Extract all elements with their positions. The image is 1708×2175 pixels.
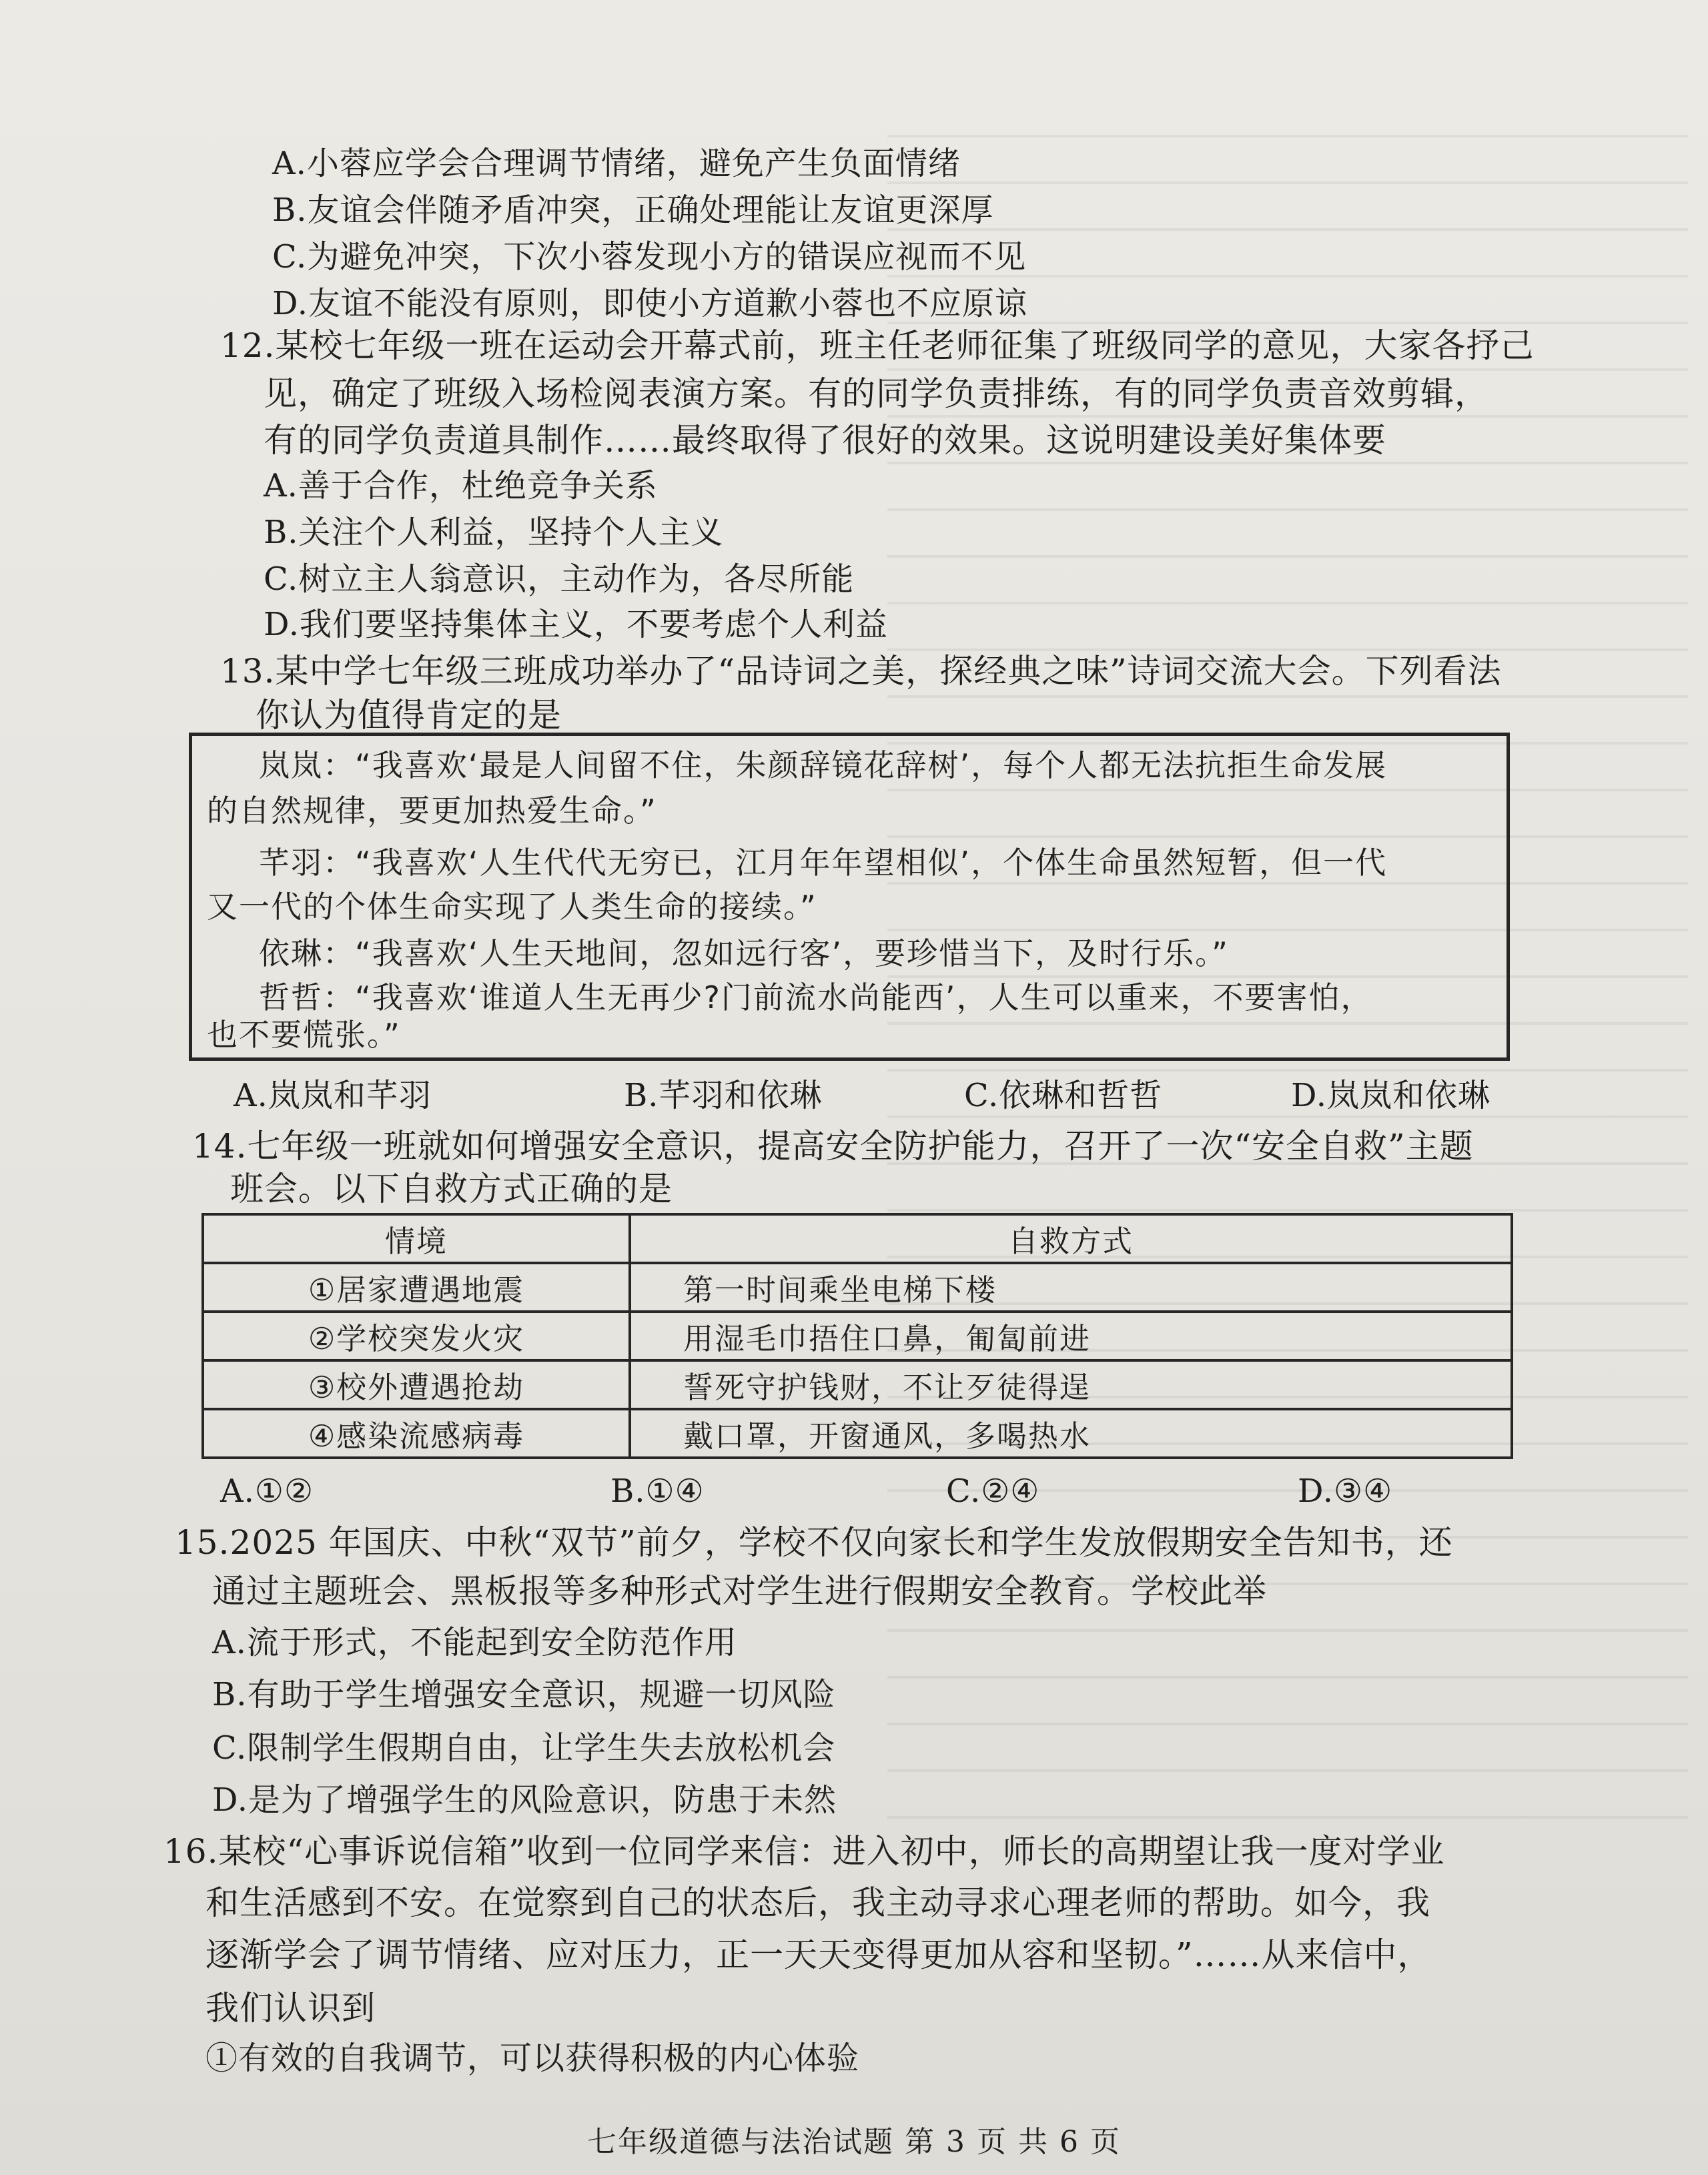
q14-stem-line-1: 14.七年级一班就如何增强安全意识，提高安全防护能力，召开了一次“安全自救”主题 (192, 1127, 1474, 1166)
q12-option-d: D.我们要坚持集体主义，不要考虑个人利益 (264, 606, 889, 643)
q12-stem-line-2: 见，确定了班级入场检阅表演方案。有的同学负责排练，有的同学负责音效剪辑， (264, 374, 1488, 413)
q13-stem-line-2: 你认为值得肯定的是 (256, 696, 562, 735)
table-cell-scenario: ②学校突发火灾 (203, 1312, 630, 1360)
q15-stem-line-2: 通过主题班会、黑板报等多种形式对学生进行假期安全教育。学校此举 (212, 1572, 1267, 1611)
q14-option-a: A.①② (220, 1472, 314, 1510)
q15-option-c: C.限制学生假期自由，让学生失去放松机会 (212, 1729, 836, 1767)
q12-option-a: A.善于合作，杜绝竞争关系 (264, 467, 658, 504)
table-cell-method: 第一时间乘坐电梯下楼 (630, 1263, 1512, 1312)
q12-option-c: C.树立主人翁意识，主动作为，各尽所能 (264, 560, 855, 598)
q13-quote-zhezhe-line-1: 哲哲：“我喜欢‘谁道人生无再少?门前流水尚能西’，人生可以重来，不要害怕， (259, 979, 1373, 1015)
q13-option-d: D.岚岚和依琳 (1291, 1077, 1491, 1114)
q16-stem-line-3: 逐渐学会了调节情绪、应对压力，正一天天变得更加从容和坚韧。”……从来信中， (205, 1935, 1432, 1974)
table-cell-scenario: ①居家遭遇地震 (203, 1263, 630, 1312)
q13-option-a: A.岚岚和芊羽 (234, 1077, 432, 1114)
q12-stem-line-3: 有的同学负责道具制作……最终取得了很好的效果。这说明建设美好集体要 (264, 421, 1386, 460)
q12-option-b: B.关注个人利益，坚持个人主义 (264, 514, 724, 551)
page-footer: 七年级道德与法治试题 第 3 页 共 6 页 (587, 2125, 1121, 2159)
q14-stem-line-2: 班会。以下自救方式正确的是 (230, 1170, 673, 1208)
q13-quote-qianyu-line-1: 芊羽：“我喜欢‘人生代代无穷已，江月年年望相似’，个体生命虽然短暂，但一代 (259, 845, 1388, 881)
q13-option-c: C.依琳和哲哲 (964, 1077, 1163, 1114)
q14-option-c: C.②④ (946, 1472, 1040, 1510)
table-header-method: 自救方式 (630, 1214, 1512, 1263)
q13-quote-qianyu-line-2: 又一代的个体生命实现了人类生命的接续。” (207, 889, 817, 925)
q13-quote-zhezhe-line-2: 也不要慌张。” (207, 1017, 401, 1053)
q15-option-b: B.有助于学生增强安全意识，规避一切风险 (212, 1676, 836, 1713)
table-cell-method: 誓死守护钱财，不让歹徒得逞 (630, 1360, 1512, 1409)
table-row (203, 1360, 1512, 1409)
q13-quote-box (189, 733, 1510, 1061)
table-header-scenario: 情境 (203, 1214, 630, 1263)
q16-item-1: ①有效的自我调节，可以获得积极的内心体验 (205, 2040, 860, 2077)
q15-stem-line-1: 15.2025 年国庆、中秋“双节”前夕，学校不仅向家长和学生发放假期安全告知书，还 (175, 1523, 1453, 1562)
q12-stem-line-1: 12.某校七年级一班在运动会开幕式前，班主任老师征集了班级同学的意见，大家各抒己 (220, 326, 1535, 365)
table-row (203, 1312, 1512, 1360)
q11-option-d: D.友谊不能没有原则，即使小方道歉小蓉也不应原谅 (272, 285, 1028, 322)
table-header-row (203, 1214, 1512, 1263)
table-cell-scenario: ④感染流感病毒 (203, 1409, 630, 1458)
table-cell-method: 用湿毛巾捂住口鼻，匍匐前进 (630, 1312, 1512, 1360)
q13-option-b: B.芊羽和依琳 (624, 1077, 823, 1114)
table-row (203, 1409, 1512, 1458)
q15-option-a: A.流于形式，不能起到安全防范作用 (212, 1624, 737, 1661)
q16-stem-line-1: 16.某校“心事诉说信箱”收到一位同学来信：进入初中，师长的高期望让我一度对学业 (163, 1832, 1445, 1871)
q11-option-c: C.为避免冲突，下次小蓉发现小方的错误应视而不见 (272, 238, 1027, 276)
q11-option-a: A.小蓉应学会合理调节情绪，避免产生负面情绪 (272, 145, 961, 182)
q14-option-b: B.①④ (610, 1472, 705, 1510)
q14-table (201, 1213, 1513, 1459)
q16-stem-line-2: 和生活感到不安。在觉察到自己的状态后，我主动寻求心理老师的帮助。如今，我 (205, 1883, 1430, 1922)
q13-stem-line-1: 13.某中学七年级三班成功举办了“品诗词之美，探经典之味”诗词交流大会。下列看法 (220, 652, 1502, 691)
q14-option-d: D.③④ (1298, 1472, 1393, 1510)
q13-quote-lanlan-line-1: 岚岚：“我喜欢‘最是人间留不住，朱颜辞镜花辞树’，每个人都无法抗拒生命发展 (259, 747, 1388, 783)
q16-stem-line-4: 我们认识到 (205, 1989, 376, 2028)
q11-option-b: B.友谊会伴随矛盾冲突，正确处理能让友谊更深厚 (272, 191, 994, 229)
q15-option-d: D.是为了增强学生的风险意识，防患于未然 (212, 1781, 837, 1819)
table-cell-scenario: ③校外遭遇抢劫 (203, 1360, 630, 1409)
table-cell-method: 戴口罩，开窗通风，多喝热水 (630, 1409, 1512, 1458)
q13-quote-lanlan-line-2: 的自然规律，要更加热爱生命。” (207, 793, 657, 829)
q13-quote-yilin: 依琳：“我喜欢‘人生天地间，忽如远行客’，要珍惜当下，及时行乐。” (259, 935, 1229, 971)
table-row (203, 1263, 1512, 1312)
